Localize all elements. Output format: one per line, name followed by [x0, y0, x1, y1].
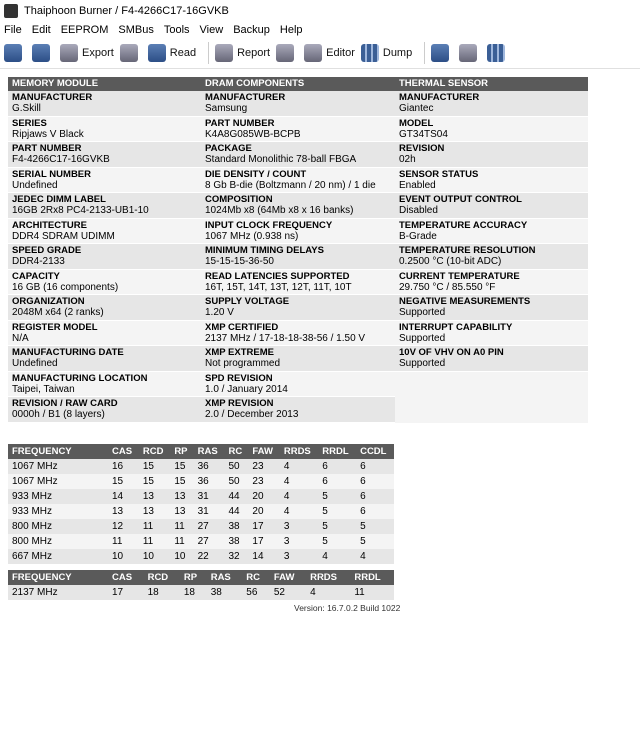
field-value: 2048M x64 (2 ranks) — [12, 307, 104, 318]
memory-module-row — [8, 397, 201, 423]
field-label: XMP EXTREME — [205, 347, 274, 358]
table-cell: 4 — [280, 504, 318, 519]
field-label: TEMPERATURE RESOLUTION — [399, 245, 536, 256]
app-icon — [4, 4, 18, 18]
table-cell: 36 — [194, 459, 225, 474]
field-label: REVISION — [399, 143, 445, 154]
memory-module-row — [8, 372, 201, 398]
field-label: PART NUMBER — [12, 143, 82, 154]
table-cell: 16 — [108, 459, 139, 474]
field-label: SENSOR STATUS — [399, 168, 479, 180]
field-label: ARCHITECTURE — [12, 219, 87, 231]
monitor-icon — [487, 44, 505, 62]
field-label: PART NUMBER — [205, 117, 275, 129]
field-value: 1024Mb x8 (64Mb x8 x 16 banks) — [205, 205, 354, 216]
field-value: Undefined — [12, 179, 58, 191]
field-label: 10V OF VHV ON A0 PIN — [399, 347, 504, 358]
table-cell: 5 — [318, 489, 356, 504]
field-value: B-Grade — [399, 230, 437, 242]
column-header: FAW — [248, 444, 279, 459]
field-label: EVENT OUTPUT CONTROL — [399, 194, 522, 205]
read-label: Read — [169, 47, 197, 59]
thermal-sensor-row — [395, 168, 588, 194]
toolbar-separator — [208, 42, 209, 64]
table-cell: 15 — [170, 459, 193, 474]
dram-components-row — [201, 295, 395, 321]
table-cell: 17 — [108, 585, 144, 600]
column-header: RRDS — [306, 570, 350, 585]
field-value: Standard Monolithic 78-ball FBGA — [205, 154, 357, 165]
field-value: GT34TS04 — [399, 128, 448, 140]
field-value: Supported — [399, 332, 446, 344]
field-label: SUPPLY VOLTAGE — [205, 296, 290, 307]
table-cell: 6 — [356, 489, 394, 504]
field-value: Giantec — [399, 103, 434, 114]
menu-view[interactable]: View — [199, 24, 224, 36]
column-header: RP — [170, 444, 193, 459]
table-cell: 667 MHz — [8, 549, 108, 564]
save-button[interactable] — [32, 44, 54, 62]
table-row — [8, 534, 394, 549]
field-label: REGISTER MODEL — [12, 321, 98, 333]
field-value: Supported — [399, 358, 446, 369]
table-cell: 4 — [318, 549, 356, 564]
column-header: RP — [180, 570, 207, 585]
table-cell: 10 — [139, 549, 170, 564]
field-value: Supported — [399, 307, 446, 318]
table-cell: 15 — [139, 459, 170, 474]
column-header: FAW — [270, 570, 306, 585]
column-header: CCDL — [356, 444, 394, 459]
thermal-sensor-row — [395, 219, 588, 245]
table-cell: 5 — [318, 504, 356, 519]
memory-module-row — [8, 91, 201, 117]
toolbar — [0, 38, 640, 69]
table-cell: 11 — [139, 519, 170, 534]
table-row — [8, 519, 394, 534]
table-cell: 800 MHz — [8, 519, 108, 534]
save-icon — [32, 44, 50, 62]
field-label: REVISION / RAW CARD — [12, 398, 118, 409]
field-value: 1.0 / January 2014 — [205, 383, 288, 395]
window-title: Thaiphoon Burner / F4-4266C17-16GVKB — [24, 5, 229, 17]
menu-bar — [0, 22, 640, 38]
table-cell: 27 — [194, 534, 225, 549]
table-cell: 933 MHz — [8, 489, 108, 504]
table-cell: 6 — [356, 504, 394, 519]
memory-module-row — [8, 244, 201, 270]
table-cell: 6 — [356, 474, 394, 489]
table-cell: 38 — [207, 585, 243, 600]
menu-help[interactable]: Help — [279, 24, 303, 36]
table-cell: 4 — [306, 585, 350, 600]
dram-components-row — [201, 117, 395, 143]
table-cell: 3 — [280, 549, 318, 564]
field-label: MANUFACTURER — [12, 92, 93, 103]
table-cell: 11 — [170, 534, 193, 549]
thermal-sensor-row — [395, 270, 588, 296]
column-header: RCD — [144, 570, 180, 585]
dram-components-row — [201, 142, 395, 168]
dram-components-header: DRAM COMPONENTS — [201, 77, 395, 91]
field-label: SPEED GRADE — [12, 245, 82, 256]
column-header: RC — [242, 570, 270, 585]
field-value: Enabled — [399, 179, 436, 191]
field-label: COMPOSITION — [205, 194, 273, 205]
field-label: XMP REVISION — [205, 398, 274, 409]
table-cell: 12 — [108, 519, 139, 534]
table-cell: 13 — [170, 489, 193, 504]
field-label: MANUFACTURING DATE — [12, 347, 124, 358]
field-label: MINIMUM TIMING DELAYS — [205, 245, 324, 256]
thermal-sensor-row — [395, 321, 588, 347]
memory-module-row — [8, 346, 201, 372]
dram-components-row — [201, 193, 395, 219]
dump-button[interactable] — [361, 44, 412, 62]
table-cell: 3 — [280, 519, 318, 534]
thermal-sensor-column — [395, 77, 588, 423]
dram-components-row — [201, 372, 395, 398]
field-value: F4-4266C17-16GVKB — [12, 154, 110, 165]
chip-icon — [431, 44, 449, 62]
table-cell: 23 — [248, 459, 279, 474]
table-cell: 52 — [270, 585, 306, 600]
field-label: READ LATENCIES SUPPORTED — [205, 270, 350, 282]
menu-edit[interactable]: Edit — [31, 24, 51, 36]
field-value: N/A — [12, 332, 29, 344]
thermal-sensor-row — [395, 193, 588, 219]
editor-button[interactable] — [304, 44, 355, 62]
column-header: CAS — [108, 444, 139, 459]
table-row — [8, 459, 394, 474]
table-cell: 18 — [180, 585, 207, 600]
wrench-icon — [276, 44, 294, 62]
field-value: Samsung — [205, 103, 248, 114]
thermal-sensor-row — [395, 117, 588, 143]
field-value: Taipei, Taiwan — [12, 383, 75, 395]
table-cell: 10 — [108, 549, 139, 564]
table-cell: 11 — [170, 519, 193, 534]
field-value: 29.750 °C / 85.550 °F — [399, 281, 496, 293]
table-cell: 17 — [248, 534, 279, 549]
field-value: DDR4 SDRAM UDIMM — [12, 230, 115, 242]
table-cell: 20 — [248, 489, 279, 504]
memory-module-row — [8, 295, 201, 321]
editor-icon — [304, 44, 322, 62]
field-value: 0000h / B1 (8 layers) — [12, 409, 105, 420]
export-label: Export — [82, 47, 114, 59]
table-cell: 6 — [318, 474, 356, 489]
dump-icon — [361, 44, 379, 62]
table-cell: 18 — [144, 585, 180, 600]
memory-module-row — [8, 117, 201, 143]
field-label: MANUFACTURING LOCATION — [12, 372, 148, 384]
table-cell: 1067 MHz — [8, 474, 108, 489]
field-label: PACKAGE — [205, 143, 252, 154]
memory-module-row — [8, 193, 201, 219]
table-cell: 4 — [356, 549, 394, 564]
field-value: Not programmed — [205, 358, 281, 369]
thermal-sensor-header: THERMAL SENSOR — [395, 77, 588, 91]
table-cell: 32 — [224, 549, 248, 564]
table-cell: 17 — [248, 519, 279, 534]
table-cell: 15 — [170, 474, 193, 489]
column-header: RAS — [194, 444, 225, 459]
dram-components-row — [201, 91, 395, 117]
field-value: K4A8G085WB-BCPB — [205, 128, 301, 140]
dram-components-row — [201, 346, 395, 372]
table-cell: 50 — [224, 474, 248, 489]
table-row — [8, 549, 394, 564]
table-cell: 10 — [170, 549, 193, 564]
table-row — [8, 585, 394, 600]
field-label: SERIES — [12, 117, 47, 129]
table-cell: 38 — [224, 519, 248, 534]
memory-module-row — [8, 321, 201, 347]
table-cell: 13 — [139, 489, 170, 504]
field-label: XMP CERTIFIED — [205, 321, 279, 333]
read-button[interactable] — [148, 44, 196, 62]
memory-module-header: MEMORY MODULE — [8, 77, 201, 91]
version-label: Version: 16.7.0.2 Build 1022 — [294, 603, 401, 613]
table-cell: 50 — [224, 459, 248, 474]
field-value: Ripjaws V Black — [12, 128, 84, 140]
field-value: 1.20 V — [205, 307, 234, 318]
read-magnifier-icon — [148, 44, 166, 62]
memory-module-row — [8, 270, 201, 296]
table-cell: 13 — [108, 504, 139, 519]
table-row — [8, 474, 394, 489]
report-label: Report — [237, 47, 271, 59]
wrench-button[interactable] — [276, 44, 298, 62]
export-button[interactable] — [60, 44, 114, 62]
report-button[interactable] — [215, 44, 270, 62]
table-cell: 44 — [224, 489, 248, 504]
table-cell: 13 — [170, 504, 193, 519]
memory-module-row — [8, 142, 201, 168]
table-cell: 36 — [194, 474, 225, 489]
column-header: RRDL — [318, 444, 356, 459]
menu-smbus[interactable]: SMBus — [118, 24, 154, 36]
column-header: FREQUENCY — [8, 570, 108, 585]
editor-label: Editor — [326, 47, 355, 59]
field-label: NEGATIVE MEASUREMENTS — [399, 296, 531, 307]
field-value: 16T, 15T, 14T, 13T, 12T, 11T, 10T — [205, 281, 352, 293]
memory-module-row — [8, 219, 201, 245]
table-cell: 23 — [248, 474, 279, 489]
table-cell: 44 — [224, 504, 248, 519]
dram-components-row — [201, 270, 395, 296]
field-value: Undefined — [12, 358, 58, 369]
field-value: 8 Gb B-die (Boltzmann / 20 nm) / 1 die — [205, 179, 376, 191]
column-header: RRDS — [280, 444, 318, 459]
field-value: 2.0 / December 2013 — [205, 409, 299, 420]
table-cell: 5 — [356, 519, 394, 534]
dram-components-row — [201, 244, 395, 270]
table-cell: 5 — [318, 519, 356, 534]
table-cell: 4 — [280, 474, 318, 489]
folder-open-icon — [4, 44, 22, 62]
report-icon — [215, 44, 233, 62]
menu-backup[interactable]: Backup — [233, 24, 270, 36]
empty-filler — [395, 372, 588, 423]
column-header: RAS — [207, 570, 243, 585]
table-cell: 56 — [242, 585, 270, 600]
field-value: 1067 MHz (0.938 ns) — [205, 230, 299, 242]
table-cell: 15 — [108, 474, 139, 489]
table-cell: 6 — [318, 459, 356, 474]
field-value: 16GB 2Rx8 PC4-2133-UB1-10 — [12, 205, 149, 216]
table-cell: 31 — [194, 489, 225, 504]
table-row — [8, 504, 394, 519]
field-value: G.Skill — [12, 103, 41, 114]
table-cell: 11 — [108, 534, 139, 549]
open-button[interactable] — [4, 44, 26, 62]
field-value: 0.2500 °C (10-bit ADC) — [399, 256, 502, 267]
field-label: INTERRUPT CAPABILITY — [399, 321, 513, 333]
memory-module-column — [8, 77, 201, 423]
field-label: MODEL — [399, 117, 434, 129]
table-cell: 22 — [194, 549, 225, 564]
thermal-sensor-row — [395, 295, 588, 321]
table-cell: 4 — [280, 489, 318, 504]
thermal-sensor-row — [395, 142, 588, 168]
field-label: ORGANIZATION — [12, 296, 85, 307]
xmp-timing-table — [8, 570, 394, 600]
table-cell: 14 — [248, 549, 279, 564]
table-cell: 5 — [356, 534, 394, 549]
table-cell: 15 — [139, 474, 170, 489]
settings-icon — [459, 44, 477, 62]
field-label: SERIAL NUMBER — [12, 168, 91, 180]
table-cell: 13 — [139, 504, 170, 519]
field-value: DDR4-2133 — [12, 256, 65, 267]
table-cell: 2137 MHz — [8, 585, 108, 600]
dram-components-row — [201, 397, 395, 423]
field-label: DIE DENSITY / COUNT — [205, 168, 307, 180]
field-value: 02h — [399, 154, 416, 165]
table-cell: 27 — [194, 519, 225, 534]
monitor-button[interactable] — [487, 44, 509, 62]
menu-tools[interactable]: Tools — [163, 24, 190, 36]
chip-button[interactable] — [431, 44, 453, 62]
menu-eeprom[interactable]: EEPROM — [60, 24, 109, 36]
field-label: MANUFACTURER — [205, 92, 286, 103]
field-value: 2137 MHz / 17-18-18-38-56 / 1.50 V — [205, 332, 366, 344]
field-label: MANUFACTURER — [399, 92, 480, 103]
field-value: 16 GB (16 components) — [12, 281, 119, 293]
thermal-sensor-row — [395, 346, 588, 372]
field-label: CURRENT TEMPERATURE — [399, 270, 520, 282]
lock-icon — [120, 44, 138, 62]
column-header: RC — [224, 444, 248, 459]
table-cell: 6 — [356, 459, 394, 474]
spd-info-grid — [8, 77, 588, 423]
column-header: RCD — [139, 444, 170, 459]
table-cell: 14 — [108, 489, 139, 504]
menu-file[interactable]: File — [4, 24, 22, 36]
dram-components-row — [201, 168, 395, 194]
table-cell: 3 — [280, 534, 318, 549]
table-cell: 20 — [248, 504, 279, 519]
table-cell: 800 MHz — [8, 534, 108, 549]
column-header: CAS — [108, 570, 144, 585]
toolbar-separator — [424, 42, 425, 64]
column-header: FREQUENCY — [8, 444, 108, 459]
table-cell: 31 — [194, 504, 225, 519]
field-label: JEDEC DIMM LABEL — [12, 194, 106, 205]
field-value: Disabled — [399, 205, 438, 216]
dram-components-row — [201, 219, 395, 245]
export-icon — [60, 44, 78, 62]
table-cell: 5 — [318, 534, 356, 549]
table-cell: 38 — [224, 534, 248, 549]
memory-module-row — [8, 168, 201, 194]
dram-components-column — [201, 77, 395, 423]
column-header: RRDL — [350, 570, 394, 585]
table-row — [8, 489, 394, 504]
lock-button[interactable] — [120, 44, 142, 62]
field-label: TEMPERATURE ACCURACY — [399, 219, 528, 231]
table-cell: 4 — [280, 459, 318, 474]
dram-components-row — [201, 321, 395, 347]
field-value: 15-15-15-36-50 — [205, 256, 274, 267]
thermal-sensor-row — [395, 91, 588, 117]
dump-label: Dump — [382, 47, 413, 59]
title-bar — [0, 0, 640, 22]
table-cell: 933 MHz — [8, 504, 108, 519]
settings-button[interactable] — [459, 44, 481, 62]
table-cell: 1067 MHz — [8, 459, 108, 474]
field-label: SPD REVISION — [205, 372, 273, 384]
thermal-sensor-row — [395, 244, 588, 270]
jedec-timing-table — [8, 444, 394, 564]
field-label: INPUT CLOCK FREQUENCY — [205, 219, 333, 231]
table-cell: 11 — [350, 585, 394, 600]
table-cell: 11 — [139, 534, 170, 549]
field-label: CAPACITY — [12, 270, 60, 282]
